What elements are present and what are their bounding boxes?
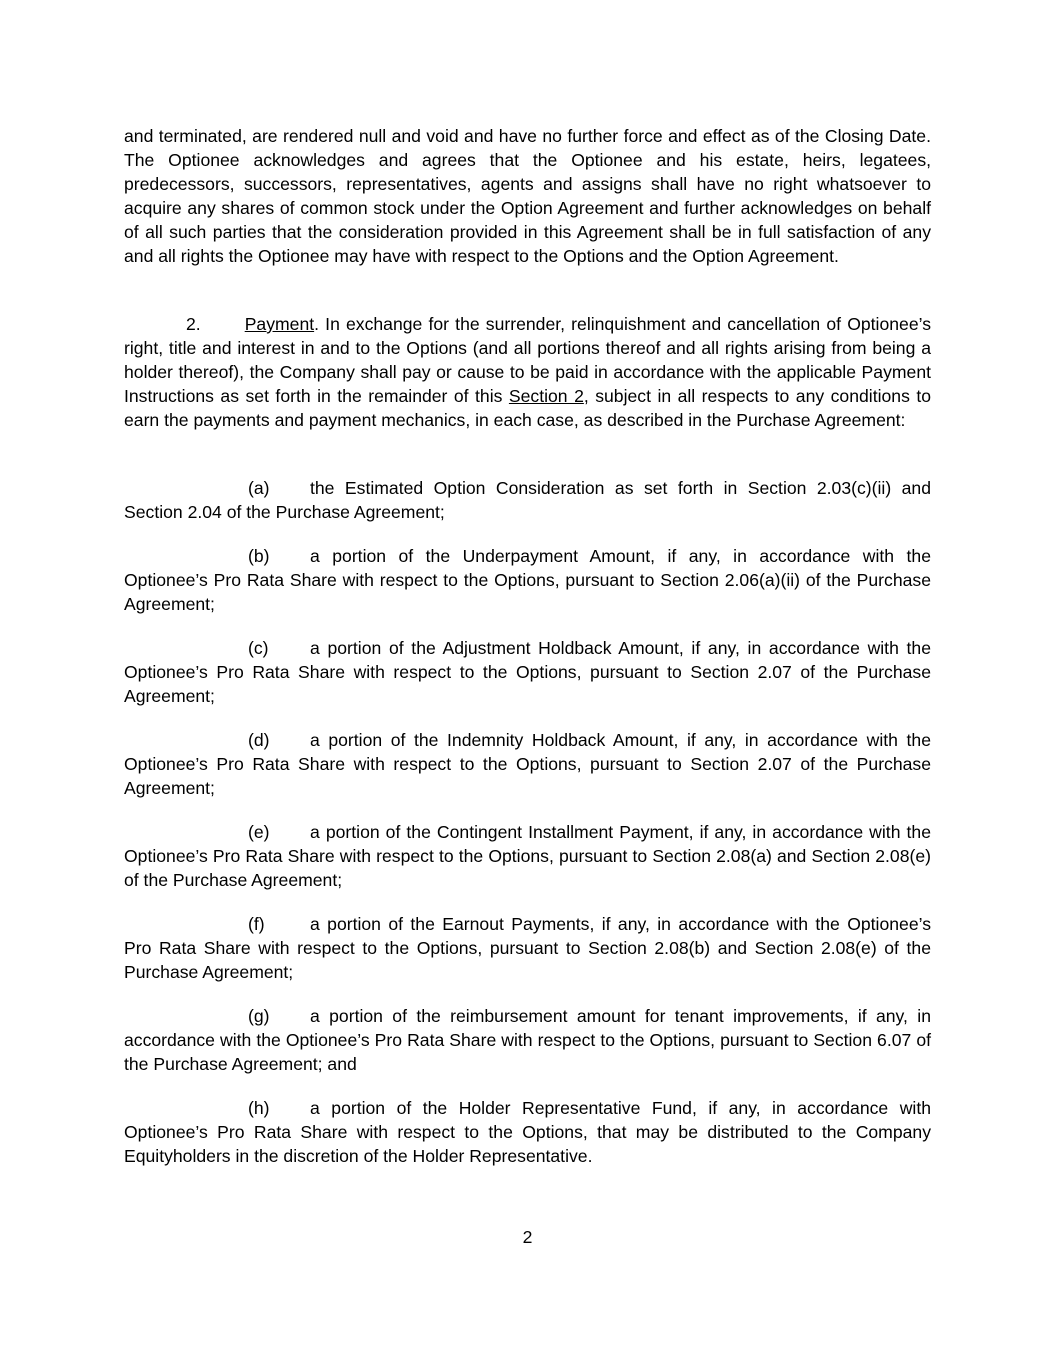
section-2-paragraph [124, 312, 931, 432]
list-item-a [124, 476, 931, 524]
list-item-label: (h) [248, 1098, 270, 1118]
list-item-text: a portion of the Underpayment Amount, if any, in accordance with the Optionee’s Pro Rata Share with respect to the Options, pursuant to Section 2.06(a)(ii) of the Purchase Agreement; [124, 546, 931, 614]
section-cross-reference: Section 2 [508, 386, 584, 406]
page-number: 2 [522, 1227, 533, 1247]
list-item-label: (b) [248, 546, 270, 566]
list-item-text: a portion of the Contingent Installment Payment, if any, in accordance with the Optionee’s Pro Rata Share with respect to the Options, pursuant to Section 2.08(a) and Section 2.08(e) of the Purchase Agreement; [124, 822, 931, 890]
list-item-c [124, 636, 931, 708]
section-number: 2. [186, 314, 201, 334]
list-item-label: (g) [248, 1006, 270, 1026]
section-heading: Payment [244, 314, 315, 334]
list-item-text: the Estimated Option Consideration as set forth in Section 2.03(c)(ii) and Section 2.04 of the Purchase Agreement; [124, 478, 931, 522]
list-item-label: (f) [248, 914, 265, 934]
list-item-text: a portion of the Indemnity Holdback Amount, if any, in accordance with the Optionee’s Pro Rata Share with respect to the Options, pursuant to Section 2.07 of the Purchase Agreement; [124, 730, 931, 798]
list-item-f [124, 912, 931, 984]
list-item-text: a portion of the Adjustment Holdback Amount, if any, in accordance with the Optionee’s Pro Rata Share with respect to the Options, pursuant to Section 2.07 of the Purchase Agreement; [124, 638, 931, 706]
continuation-paragraph: and terminated, are rendered null and void and have no further force and effect as of the Closing Date. The Optionee acknowledges and agrees that the Optionee and his estate, heirs, legatees, predecessors, successors, representatives, agents and assigns shall have no right whatsoever to acquire any shares of common stock under the Option Agreement and further acknowledges on behalf of all such parties that the consideration provided in this Agreement shall be in full satisfaction of any and all rights the Optionee may have with respect to the Options and the Option Agreement. [124, 126, 931, 266]
list-item-text: a portion of the reimbursement amount for tenant improvements, if any, in accordance with the Optionee’s Pro Rata Share with respect to the Options, pursuant to Section 6.07 of the Purchase Agreement; and [124, 1006, 931, 1074]
list-item-text: a portion of the Holder Representative Fund, if any, in accordance with Optionee’s Pro Rata Share with respect to the Options, that may be distributed to the Company Equityholders in the discretion of the Holder Representative. [124, 1098, 931, 1166]
list-item-h [124, 1096, 931, 1168]
list-item-b [124, 544, 931, 616]
section-text-part-2: , subject in all respects to any conditions to earn the payments and payment mechanics, in each case, as described in the Purchase Agreement: [124, 386, 932, 430]
section-text-part-1: . In exchange for the surrender, relinquishment and cancellation of Optionee’s right, title and interest in and to the Options (and all portions thereof and all rights arising from being a holder thereof), the Company shall pay or cause to be paid in accordance with the applicable Payment Instructions as set forth in the remainder of this [124, 314, 931, 406]
list-item-text: a portion of the Earnout Payments, if any, in accordance with the Optionee’s Pro Rata Share with respect to the Options, pursuant to Section 2.08(b) and Section 2.08(e) of the Purchase Agreement; [124, 914, 931, 982]
list-item-d [124, 728, 931, 800]
list-item-label: (e) [248, 822, 270, 842]
list-item-label: (a) [248, 478, 270, 498]
list-item-g [124, 1004, 931, 1076]
list-item-e [124, 820, 931, 892]
list-item-label: (d) [248, 730, 270, 750]
list-item-label: (c) [248, 638, 269, 658]
